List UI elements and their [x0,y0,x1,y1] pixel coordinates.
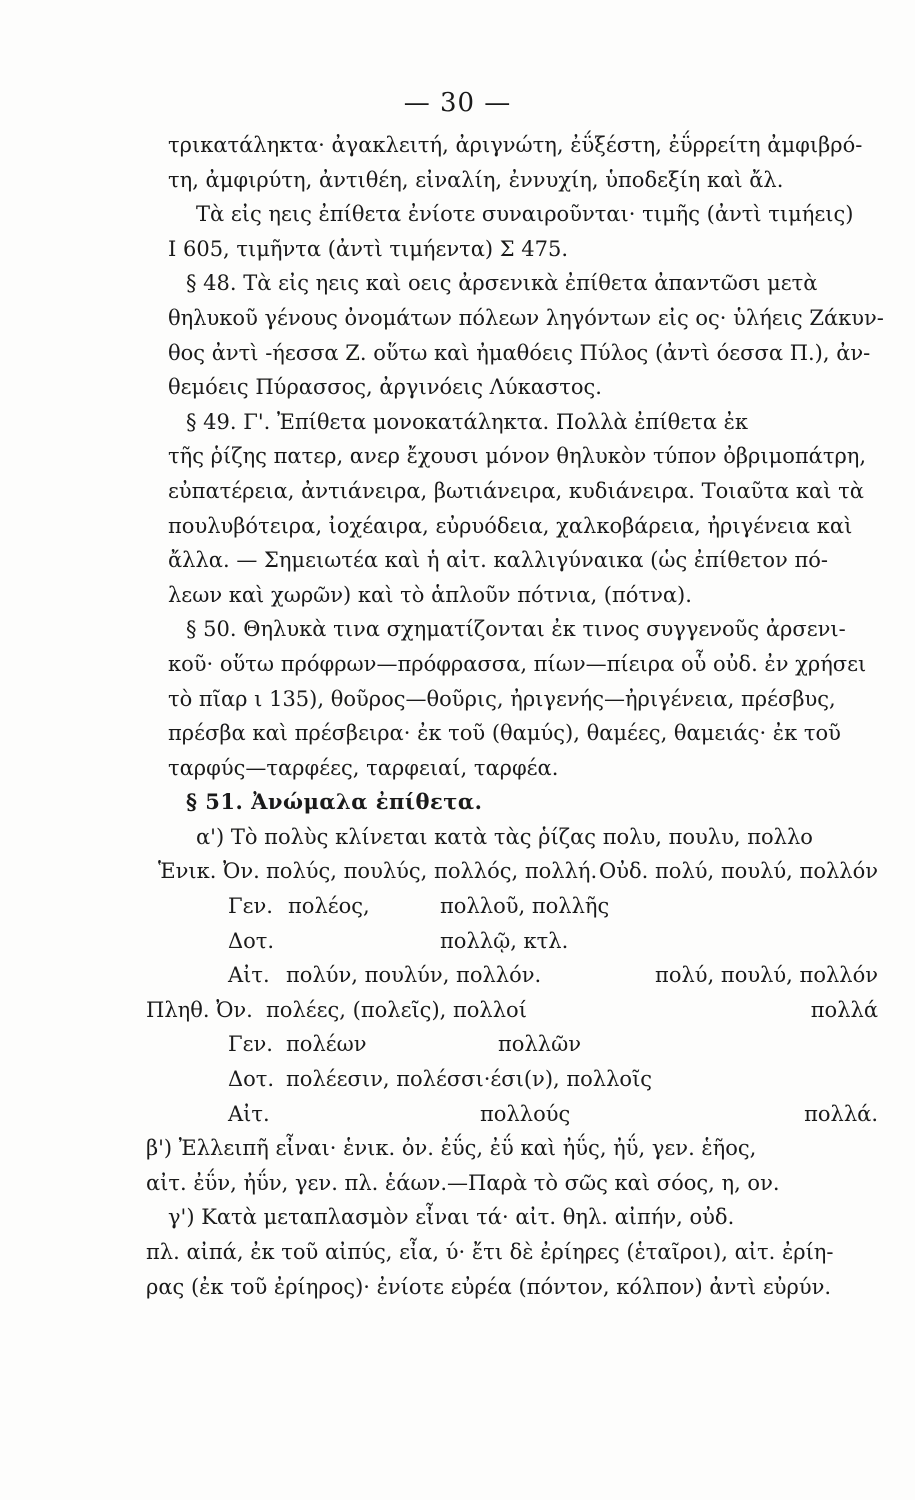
paradigm-neuter: πολλοῦ, πολλῆς [440,894,610,919]
paradigm-row [158,854,878,889]
paradigm-row [168,1097,878,1132]
body-text [146,128,884,1304]
section-48-heading-line: § 48. Τὰ εἰς ηεις καὶ οεις ἀρσενικὰ ἐπίθετα ἀπαντῶσι μετὰ [186,271,818,296]
text-line: ρας (ἐκ τοῦ ἐρίηρος)· ἐνίοτε εὐρέα (πόντον, κόλπον) ἀντὶ εὐρύν. [146,1274,832,1299]
paradigm-forms: πολέεσιν, πολέσσι·έσι(ν), πολλοῖς [286,1067,653,1092]
text-line: πρέσβα καὶ πρέσβειρα· ἐκ τοῦ (θαμύς), θαμέες, θαμειάς· ἐκ τοῦ [168,721,841,746]
paradigm-neuter: Οὐδ. πολύ, πουλύ, πολλόν [599,859,878,884]
text-line: β') Ἐλλειπῆ εἶναι· ἑνικ. ὀν. ἐΰς, ἐΰ καὶ ἠΰς, ἠΰ, γεν. ἑῆος, [146,1136,757,1161]
paradigm-row [168,889,878,924]
text-line: ἄλλα. — Σημειωτέα καὶ ἡ αἰτ. καλλιγύναικα (ὡς ἐπίθετον πό- [168,548,828,573]
paradigm-label: Ἑνικ. Ὀν. [158,859,260,884]
text-line: αἰτ. ἐΰν, ἠΰν, γεν. πλ. ἑάων.—Παρὰ τὸ σῶς καὶ σόος, η, ον. [146,1170,780,1195]
text-line: τη, ἀμφιρύτη, ἀντιθέη, εἰναλίη, ἐννυχίη, ὑποδεξίη καὶ ἄλ. [168,167,784,192]
paradigm-label: Αἰτ. [228,963,270,988]
text-line: θεμόεις Πύρασσος, ἀργινόεις Λύκαστος. [168,375,602,400]
declension-table [146,854,878,1131]
paradigm-neuter: πολλῶν [498,1032,581,1057]
paradigm-row [168,924,878,959]
paradigm-row [168,958,878,993]
text-line: λεων καὶ χωρῶν) καὶ τὸ ἁπλοῦν πότνια, (πότνα). [168,582,692,607]
section-49-heading-line: § 49. Γ'. Ἐπίθετα μονοκατάληκτα. Πολλὰ ἐπίθετα ἐκ [186,409,748,434]
paradigm-label: Αἰτ. [228,1101,270,1126]
paradigm-neuter: πολλά. [804,1101,878,1126]
paradigm-label: Δοτ. [228,928,275,953]
paradigm-label: Δοτ. [228,1067,275,1092]
text-line: θος ἀντὶ -ήεσσα Ζ. οὕτω καὶ ἠμαθόεις Πύλος (ἀντὶ όεσσα Π.), ἀν- [168,340,871,365]
text-line: α') Τὸ πολὺς κλίνεται κατὰ τὰς ῥίζας πολυ, πουλυ, πολλο [196,824,813,849]
text-line: θηλυκοῦ γένους ὀνομάτων πόλεων ληγόντων εἰς ος· ὑλήεις Ζάκυν- [168,305,884,330]
text-line: πουλυβότειρα, ἰοχέαιρα, εὐρυόδεια, χαλκοβάρεια, ἠριγένεια καὶ [168,513,853,538]
page-number: — 30 — [403,88,512,118]
paradigm-neuter: πολλά [810,997,878,1022]
paradigm-neuter: πολύ, πουλύ, πολλόν [655,963,878,988]
paradigm-forms: πολέων [286,1032,367,1057]
paradigm-forms: πολέος, [288,894,370,919]
section-50-heading-line: § 50. Θηλυκὰ τινα σχηματίζονται ἐκ τινος συγγενοῦς ἀρσενι- [186,617,846,642]
paradigm-forms: πολύν, πουλύν, πολλόν. [286,963,542,988]
paradigm-forms: πολύς, πουλύς, πολλός, πολλή. [266,859,598,884]
paradigm-forms: πολέες, (πολεῖς), πολλοί [266,997,527,1022]
paradigm-label: Πληθ. Ὀν. [146,997,253,1022]
text-line: κοῦ· οὕτω πρόφρων—πρόφρασσα, πίων—πίειρα οὗ οὐδ. ἐν χρήσει [168,651,867,676]
text-line: Ι 605, τιμῆντα (ἀντὶ τιμήεντα) Σ 475. [168,236,569,261]
paradigm-row [168,1062,878,1097]
text-line: τῆς ῥίζης πατερ, ανερ ἔχουσι μόνον θηλυκὸν τύπον ὀβριμοπάτρη, [168,444,867,469]
text-line: πλ. αἰπά, ἐκ τοῦ αἰπύς, εἶα, ύ· ἔτι δὲ ἐρίηρες (ἑταῖροι), αἰτ. ἐρίη- [146,1240,834,1264]
paradigm-row [168,1027,878,1062]
text-line: ταρφύς—ταρφέες, ταρφειαί, ταρφέα. [168,755,559,780]
text-line: εὐπατέρεια, ἀντιάνειρα, βωτιάνειρα, κυδιάνειρα. Τοιαῦτα καὶ τὰ [168,478,864,503]
text-line: τρικατάληκτα· ἀγακλειτή, ἀριγνώτη, ἐΰξέστη, ἐΰρρείτη ἀμφιβρό- [168,133,863,157]
text-line: Τὰ εἰς ηεις ἐπίθετα ἐνίοτε συναιροῦνται· τιμῆς (ἀντὶ τιμήεις) [196,202,854,227]
section-51-heading: § 51. Ἀνώμαλα ἐπίθετα. [186,789,483,815]
paradigm-label: Γεν. [228,1032,273,1057]
text-line: τὸ πῖαρ ι 135), θοῦρος—θοῦρις, ἠριγενής—ἠριγένεια, πρέσβυς, [168,686,836,711]
paradigm-neuter: πολλῷ, κτλ. [440,928,569,953]
paradigm-forms: πολλούς [480,1101,571,1126]
text-line: γ') Κατὰ μεταπλασμὸν εἶναι τά· αἰτ. θηλ. αἰπήν, οὐδ. [168,1205,735,1230]
paradigm-label: Γεν. [228,894,273,919]
paradigm-row [146,993,878,1028]
